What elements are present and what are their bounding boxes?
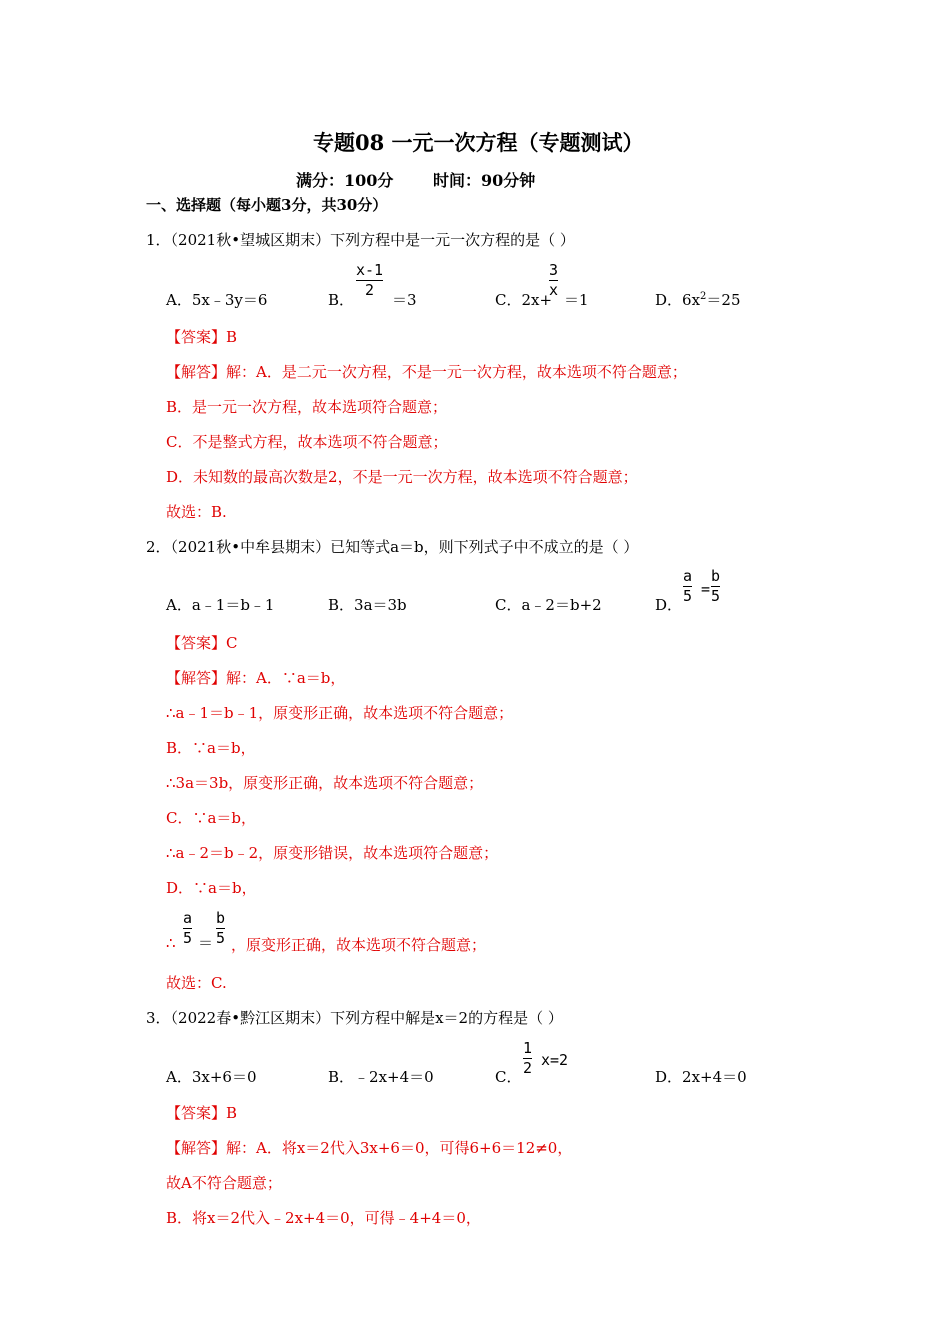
fraction-numerator: 3 bbox=[549, 261, 559, 279]
q2-solution-line: ∴a﹣1＝b﹣1，原变形正确，故本选项不符合题意； bbox=[166, 704, 514, 722]
section-heading: 一、选择题（每小题3分，共30分） bbox=[146, 196, 388, 214]
q1-solution-line: C．不是整式方程，故本选项不符合题意； bbox=[166, 433, 448, 451]
q1-option-c-tail: ＝1 bbox=[564, 291, 589, 309]
q1-option-b-tail: ＝3 bbox=[392, 291, 417, 309]
q1-answer: 【答案】B bbox=[166, 328, 238, 346]
q1-option-b-fraction bbox=[356, 262, 383, 299]
q3-answer: 【答案】B bbox=[166, 1104, 238, 1122]
q2-option-c: C．a﹣2＝b+2 bbox=[495, 596, 602, 614]
q3-option-c-fraction: 1 2 bbox=[523, 1039, 533, 1077]
q3-solution-line: 故A不符合题意； bbox=[166, 1174, 282, 1192]
q2-solution-fraction-b: b 5 bbox=[216, 909, 226, 947]
q3-option-a: A．3x+6＝0 bbox=[166, 1068, 257, 1086]
q2-solution-tail: ，原变形正确，故本选项不符合题意； bbox=[231, 936, 487, 954]
q1-solution-line: B．是一元一次方程，故本选项符合题意； bbox=[166, 398, 448, 416]
q2-answer: 【答案】C bbox=[166, 634, 238, 652]
q3-option-d: D．2x+4＝0 bbox=[655, 1068, 747, 1086]
time-info: 时间：90分钟 bbox=[433, 171, 536, 190]
page-title: 专题08 一元一次方程（专题测试） bbox=[313, 130, 644, 155]
q2-solution-fraction-a: a 5 bbox=[183, 909, 193, 947]
q3-stem: 3．（2022春•黔江区期末）下列方程中解是x＝2的方程是（ ） bbox=[146, 1009, 563, 1027]
q2-stem: 2．（2021秋•中牟县期末）已知等式a＝b，则下列式子中不成立的是（ ） bbox=[146, 538, 639, 556]
q2-solution-equals: ＝ bbox=[198, 934, 214, 952]
q1-solution-line: 【解答】解：A．是二元一次方程，不是一元一次方程，故本选项不符合题意； bbox=[166, 363, 687, 381]
q2-solution-line: D．∵a＝b， bbox=[166, 879, 257, 897]
q2-option-d-fraction-b: b 5 bbox=[711, 567, 721, 605]
q1-option-c-fraction bbox=[549, 262, 558, 299]
q1-solution-line: 故选：B. bbox=[166, 503, 227, 521]
q1-option-a: A．5x﹣3y＝6 bbox=[166, 291, 268, 309]
q1-option-c-label: C．2x+ bbox=[495, 291, 553, 309]
q2-option-b: B．3a＝3b bbox=[328, 596, 407, 614]
q2-option-d-fraction-a: a 5 bbox=[683, 567, 693, 605]
fraction-numerator: x-1 bbox=[356, 261, 384, 279]
q2-option-d-equals: = bbox=[701, 580, 711, 598]
q3-option-c-label: C． bbox=[495, 1068, 522, 1086]
q3-solution-line: 【解答】解：A．将x＝2代入3x+6＝0，可得6+6＝12≠0， bbox=[166, 1139, 573, 1157]
q2-solution-line: C．∵a＝b， bbox=[166, 809, 257, 827]
fraction-denominator: x bbox=[549, 281, 559, 299]
q2-therefore-symbol: ∴ bbox=[166, 934, 176, 952]
q2-solution-line: ∴3a＝3b，原变形正确，故本选项不符合题意； bbox=[166, 774, 484, 792]
q3-solution-line: B．将x＝2代入﹣2x+4＝0，可得﹣4+4＝0， bbox=[166, 1209, 481, 1227]
score-info: 满分：100分 bbox=[296, 171, 394, 190]
q3-option-b: B．﹣2x+4＝0 bbox=[328, 1068, 434, 1086]
q2-solution-line: ∴a﹣2＝b﹣2，原变形错误，故本选项符合题意； bbox=[166, 844, 499, 862]
q3-option-c-tail: x=2 bbox=[541, 1051, 569, 1069]
fraction-denominator: 2 bbox=[365, 281, 375, 299]
q1-solution-line: D．未知数的最高次数是2，不是一元一次方程，故本选项不符合题意； bbox=[166, 468, 638, 486]
q2-solution-line: 【解答】解：A．∵a＝b， bbox=[166, 669, 346, 687]
q1-stem: 1．（2021秋•望城区期末）下列方程中是一元一次方程的是（ ） bbox=[146, 231, 575, 249]
q2-solution-line: B．∵a＝b， bbox=[166, 739, 256, 757]
q1-option-d: D．$6x^2=25$ bbox=[655, 291, 741, 309]
q2-option-a: A．a﹣1＝b﹣1 bbox=[166, 596, 275, 614]
q2-final: 故选：C. bbox=[166, 974, 227, 992]
q1-option-b-label: B． bbox=[328, 291, 355, 309]
q2-option-d-label: D． bbox=[655, 596, 683, 614]
